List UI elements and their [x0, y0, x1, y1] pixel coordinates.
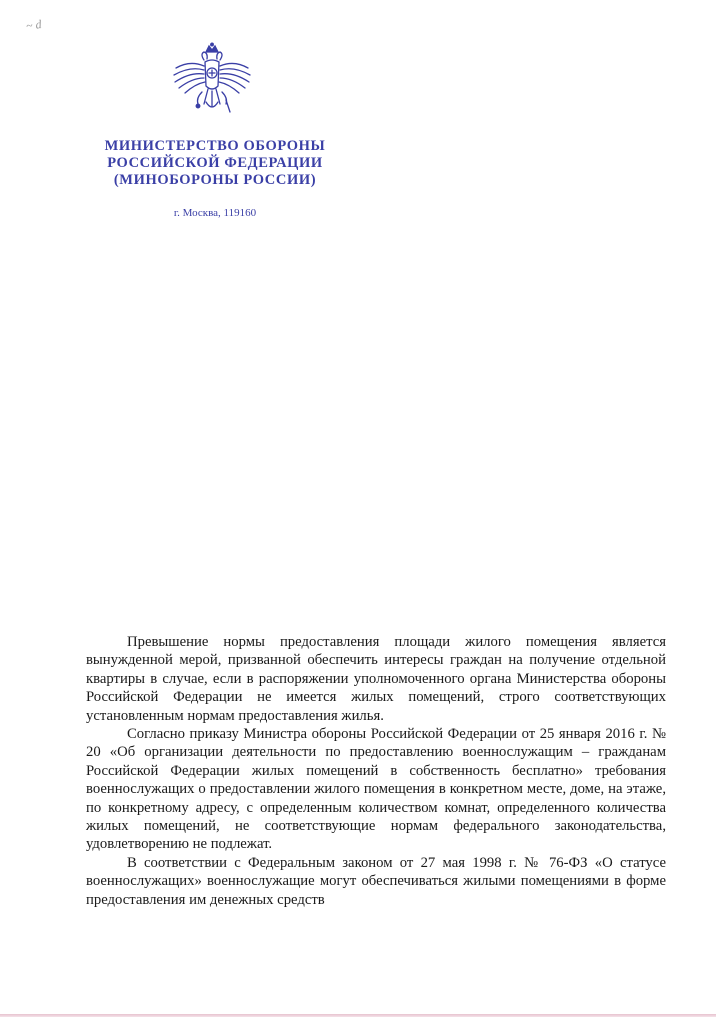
- letter-body: [86, 633, 666, 909]
- paragraph-1: Превышение нормы предоставления площади жилого помещения является вынужденной мерой, призванной обеспечить интересы граждан на получение отдельной квартиры в случае, если в распоряжении уполномоченного органа Министерства обороны Российской Федерации не имеется жилых помещений, строго соответствующих установленным нормам предоставления жилья.: [86, 634, 666, 724]
- ministry-name-line3: (МИНОБОРОНЫ РОССИИ): [113, 172, 317, 188]
- ministry-header: [60, 138, 370, 189]
- ministry-name-line2: РОССИЙСКОЙ ФЕДЕРАЦИИ: [107, 155, 323, 171]
- city-postcode: г. Москва, 119160: [173, 207, 257, 219]
- paragraph-2: Согласно приказу Министра обороны Российской Федерации от 25 января 2016 г. № 20 «Об организации деятельности по предоставлению военнослужащим – гражданам Российской Федерации жилых помещений в собственность бесплатно» требования военнослужащих о предоставлении жилого помещения в конкретном месте, доме, на этаже, по конкретному адресу, с определенным количеством комнат, определенного количества жилых помещений, не соответствующие нормам федерального законодательства, удовлетворению не подлежат.: [86, 726, 666, 853]
- paragraph-3: В соответствии с Федеральным законом от 27 мая 1998 г. № 76-ФЗ «О статусе военнослужащих» военнослужащие могут обеспечиваться жилыми помещениями в форме предоставления им денежных средств: [86, 854, 666, 908]
- page-bottom-edge: [0, 1014, 716, 1017]
- handwritten-mark: ~ d: [25, 16, 43, 34]
- ministry-name-line1: МИНИСТЕРСТВО ОБОРОНЫ: [104, 138, 326, 154]
- double-headed-eagle-emblem: [170, 42, 254, 122]
